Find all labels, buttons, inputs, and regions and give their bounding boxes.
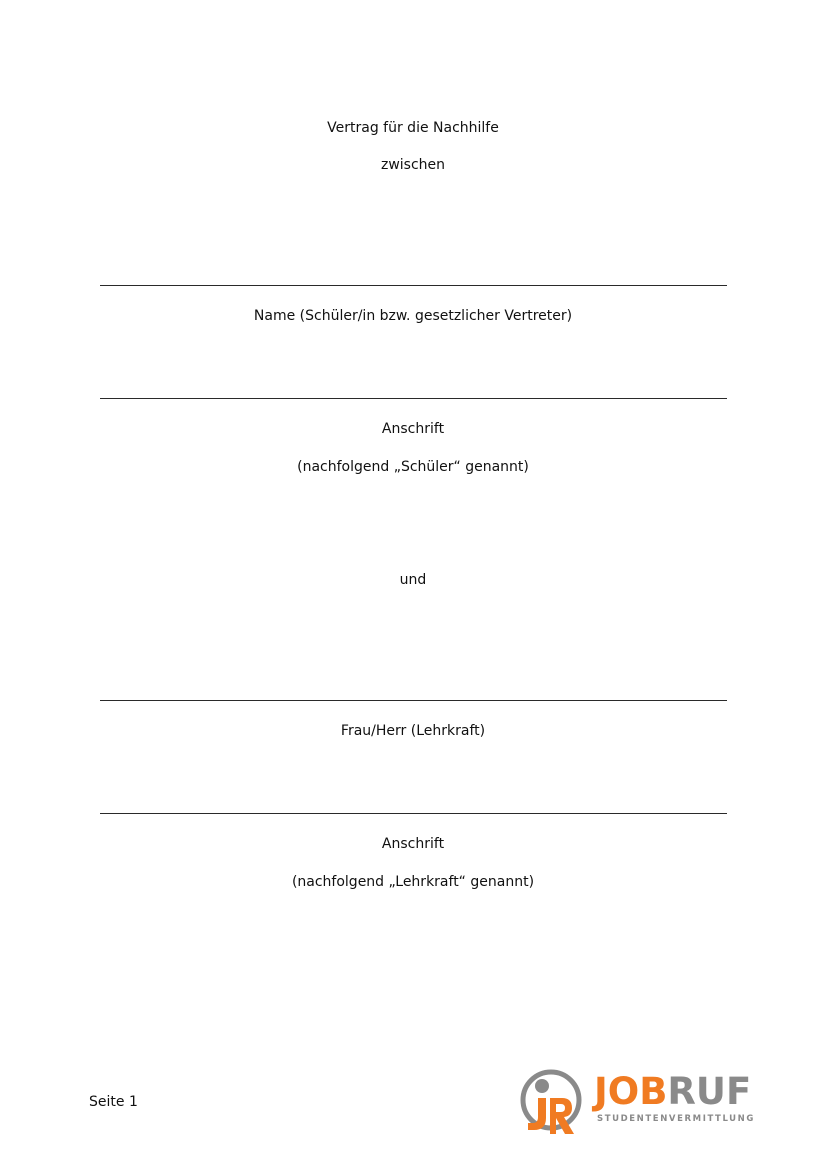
student-name-line (100, 285, 727, 286)
teacher-alias: (nachfolgend „Lehrkraft“ genannt) (291, 874, 535, 890)
teacher-address-line (100, 813, 727, 814)
student-address-line (100, 398, 727, 399)
teacher-name-line (100, 700, 727, 701)
teacher-name-label: Frau/Herr (Lehrkraft) (340, 723, 486, 739)
student-name-label: Name (Schüler/in bzw. gesetzlicher Vertreter) (253, 308, 573, 324)
jobruf-logo (518, 1068, 758, 1138)
jobruf-logo-icon (518, 1068, 584, 1138)
logo-word-job: JOB (594, 1070, 668, 1113)
logo-wordmark (594, 1072, 751, 1112)
student-address-label: Anschrift (381, 421, 445, 437)
student-alias: (nachfolgend „Schüler“ genannt) (297, 459, 529, 475)
page-number: Seite 1 (89, 1094, 138, 1110)
teacher-address-label: Anschrift (381, 836, 445, 852)
between-label: zwischen (380, 157, 446, 173)
contract-title: Vertrag für die Nachhilfe (327, 120, 499, 136)
logo-word-ruf: RUF (667, 1070, 752, 1113)
logo-subtitle: STUDENTENVERMITTLUNG (597, 1114, 755, 1124)
and-label: und (399, 572, 427, 588)
